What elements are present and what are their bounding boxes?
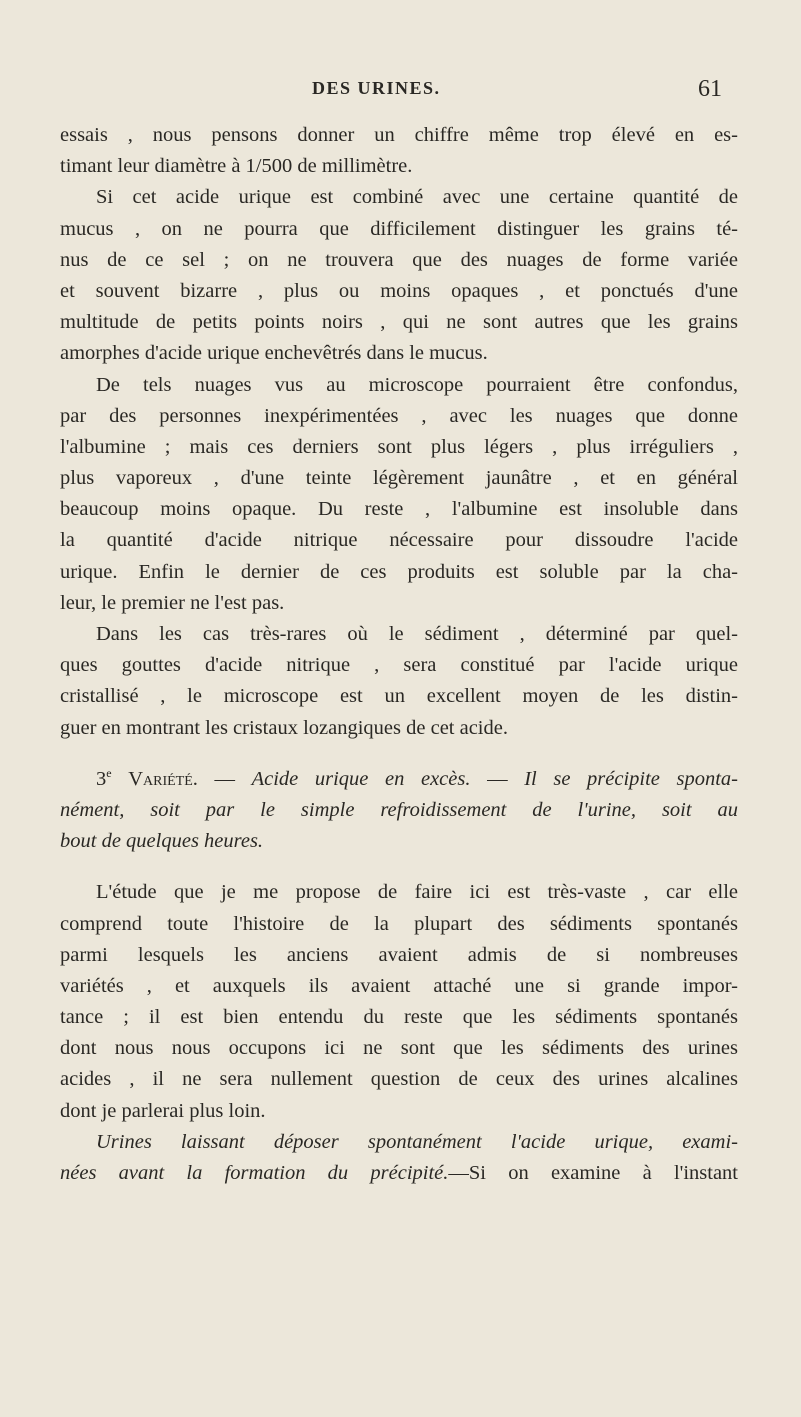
section-subtitle: bout de quelques heures. — [60, 830, 264, 853]
section-title: Acide urique en excès. — [251, 767, 471, 790]
text-line: tance ; il est bien entendu du reste que les sédiments spontanés — [60, 1006, 738, 1029]
text-line: cristallisé , le microscope est un excellent moyen de les distin- — [60, 685, 738, 708]
running-head: DES URINES. — [312, 78, 441, 98]
text-line: leur, le premier ne l'est pas. — [60, 591, 285, 614]
section-gap — [60, 857, 738, 877]
text-line: parmi lesquels les anciens avaient admis de si nombreuses — [60, 943, 738, 966]
text-line: variétés , et auxquels ils avaient attaché une si grande impor- — [60, 974, 738, 997]
text-line: par des personnes inexpérimentées , avec les nuages que donne — [60, 404, 738, 427]
text-line: plus vaporeux , d'une teinte légèrement jaunâtre , et en général — [60, 467, 738, 490]
variety-label: Variété. — [128, 767, 198, 790]
dash: — — [197, 767, 252, 790]
section-heading-line — [60, 826, 738, 857]
text-line: acides , il ne sera nullement question de ceux des urines alcalines — [60, 1068, 738, 1091]
text-line: dont je parlerai plus loin. — [60, 1099, 266, 1122]
page-header — [0, 78, 801, 108]
text-line: ques gouttes d'acide nitrique , sera constitué par l'acide urique — [60, 654, 738, 677]
text-line: dont nous nous occupons ici ne sont que les sédiments des urines — [60, 1037, 738, 1060]
text-line: l'albumine ; mais ces derniers sont plus légers , plus irréguliers , — [60, 435, 738, 458]
section-subtitle: nément, soit par le simple refroidissement de l'urine, soit au — [60, 798, 738, 821]
text-line: urique. Enfin le dernier de ces produits est soluble par la cha- — [60, 560, 738, 583]
text-line: la quantité d'acide nitrique nécessaire pour dissoudre l'acide — [60, 529, 738, 552]
text-line: Dans les cas très-rares où le sédiment , déterminé par quel- — [96, 623, 738, 645]
subsection-text: —Si on examine à l'instant — [448, 1162, 738, 1184]
section-heading-line — [60, 764, 738, 795]
text-line: multitude de petits points noirs , qui ne sont autres que les grains — [60, 311, 738, 334]
section-heading-line — [60, 795, 738, 826]
section-ordinal: e — [106, 765, 112, 780]
text-line: beaucoup moins opaque. Du reste , l'albumine est insoluble dans — [60, 498, 738, 521]
subsection-title: nées avant la formation du précipité. — [60, 1162, 449, 1184]
text-line: guer en montrant les cristaux lozangiques de cet acide. — [60, 716, 508, 739]
dash: — — [470, 767, 525, 790]
text-line: amorphes d'acide urique enchevêtrés dans le mucus. — [60, 342, 488, 365]
subsection-line — [60, 1127, 738, 1158]
subsection-title: Urines laissant déposer spontanément l'acide urique, exami- — [96, 1130, 738, 1153]
section-gap — [60, 744, 738, 764]
section-subtitle: Il se précipite sponta- — [524, 767, 738, 790]
subsection-line — [60, 1158, 738, 1189]
text-line: nus de ce sel ; on ne trouvera que des nuages de forme variée — [60, 248, 738, 271]
text-line: et souvent bizarre , plus ou moins opaques , et ponctués d'une — [60, 279, 738, 302]
text-line: mucus , on ne pourra que difficilement distinguer les grains té- — [60, 217, 738, 240]
section-number: 3 — [96, 767, 107, 790]
text-line: timant leur diamètre à 1/500 de millimètre. — [60, 155, 413, 178]
text-line: comprend toute l'histoire de la plupart des sédiments spontanés — [60, 912, 738, 935]
page-body — [60, 120, 738, 1189]
text-line: L'étude que je me propose de faire ici est très-vaste , car elle — [96, 881, 738, 904]
page-number: 61 — [698, 76, 722, 102]
text-line: Si cet acide urique est combiné avec une certaine quantité de — [96, 186, 738, 209]
text-line: De tels nuages vus au microscope pourraient être confondus, — [96, 373, 738, 396]
text-line: essais , nous pensons donner un chiffre même trop élevé en es- — [60, 124, 738, 146]
